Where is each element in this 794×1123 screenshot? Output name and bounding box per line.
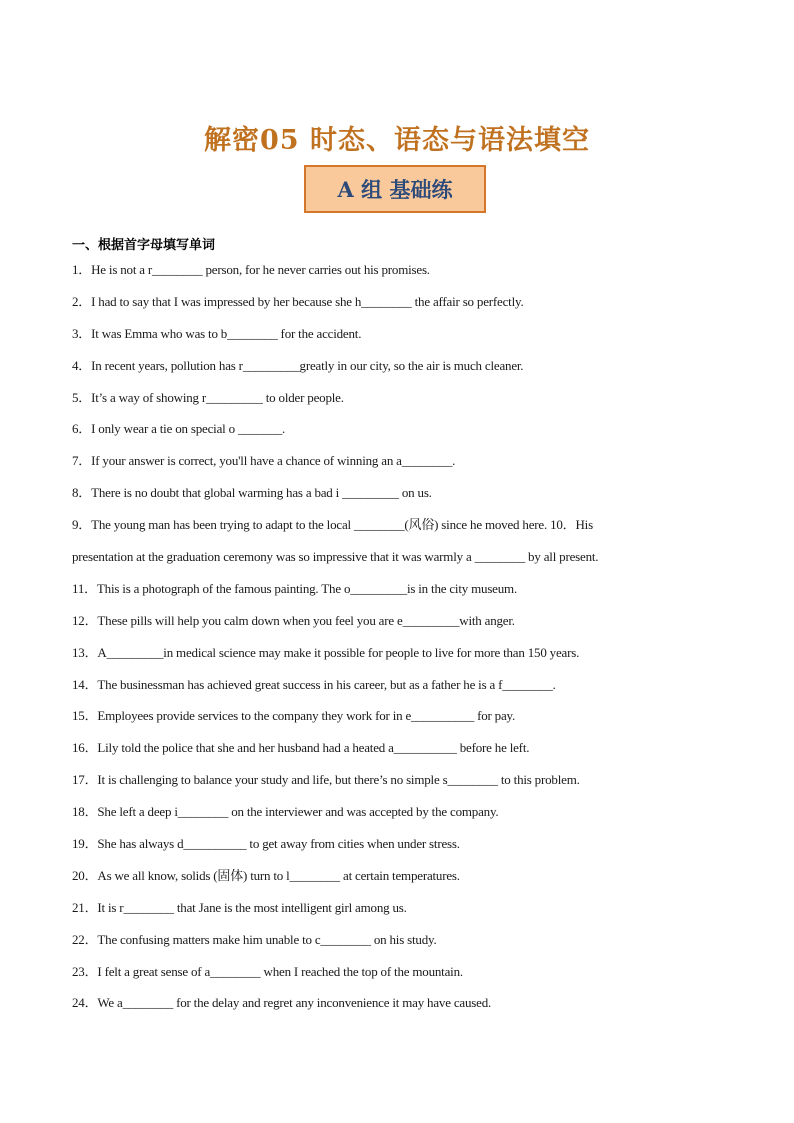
- question-11: 11．This is a photograph of the famous painting. The o_________is in the city museum.: [72, 580, 518, 596]
- question-23: 23．I felt a great sense of a________ when I reached the top of the mountain.: [72, 963, 463, 979]
- question-24: 24．We a________ for the delay and regret any inconvenience it may have caused.: [72, 995, 492, 1011]
- question-18: 18．She left a deep i________ on the interviewer and was accepted by the company.: [72, 804, 499, 820]
- question-4: 4．In recent years, pollution has r_________greatly in our city, so the air is much cleaner.: [72, 357, 524, 373]
- section-heading: 一、根据首字母填写单词: [72, 238, 216, 253]
- question-20: 20．As we all know, solids (固体) turn to l________ at certain temperatures.: [72, 867, 460, 883]
- group-label: A 组 基础练: [337, 177, 453, 202]
- question-15: 15．Employees provide services to the company they work for in e__________ for pay.: [72, 708, 516, 724]
- question-6: 6．I only wear a tie on special o _______.: [72, 421, 286, 437]
- question-16: 16．Lily told the police that she and her husband had a heated a__________ before he left.: [72, 740, 530, 756]
- group-label-box: [304, 165, 486, 213]
- question-7: 7．If your answer is correct, you'll have a chance of winning an a________.: [72, 453, 456, 469]
- question-17: 17．It is challenging to balance your study and life, but there’s no simple s________ to this problem.: [72, 772, 580, 788]
- question-10-continued: presentation at the graduation ceremony was so impressive that it was warmly a ________ by all present.: [72, 549, 599, 565]
- question-2: 2．I had to say that I was impressed by her because she h________ the affair so perfectly.: [72, 293, 524, 309]
- page-title: 解密05 时态、语态与语法填空: [204, 125, 590, 156]
- question-12: 12．These pills will help you calm down when you feel you are e_________with anger.: [72, 612, 515, 628]
- question-8: 8．There is no doubt that global warming has a bad i _________ on us.: [72, 485, 432, 501]
- question-13: 13．A_________in medical science may make it possible for people to live for more than 150 years.: [72, 644, 580, 660]
- question-21: 21．It is r________ that Jane is the most intelligent girl among us.: [72, 899, 407, 915]
- question-list: [72, 254, 672, 1019]
- question-9: 9．The young man has been trying to adapt to the local ________(风俗) since he moved here. 10．His: [72, 517, 593, 533]
- question-19: 19．She has always d__________ to get away from cities when under stress.: [72, 836, 460, 852]
- question-1: 1．He is not a r________ person, for he never carries out his promises.: [72, 262, 430, 277]
- question-3: 3．It was Emma who was to b________ for the accident.: [72, 325, 362, 341]
- question-5: 5．It’s a way of showing r_________ to older people.: [72, 389, 344, 405]
- question-22: 22．The confusing matters make him unable to c________ on his study.: [72, 931, 437, 947]
- question-14: 14．The businessman has achieved great success in his career, but as a father he is a f________.: [72, 676, 556, 692]
